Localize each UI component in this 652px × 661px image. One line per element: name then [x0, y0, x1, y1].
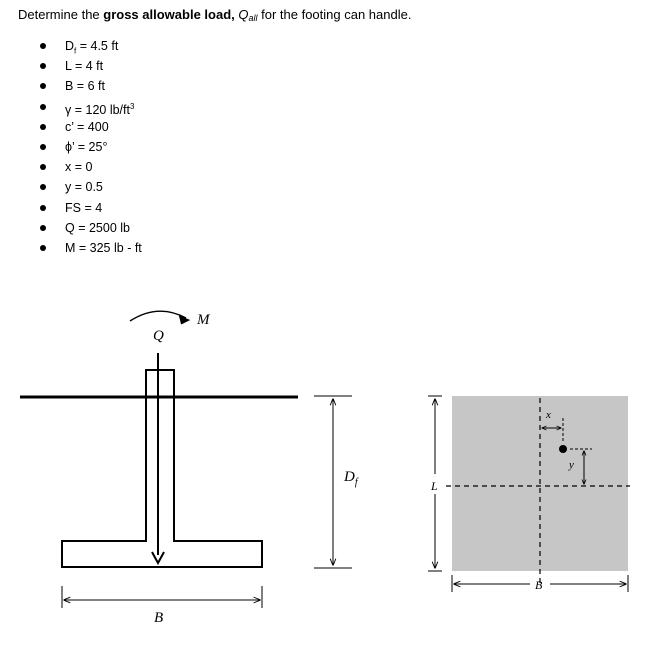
param-text: x = 0 — [65, 160, 93, 175]
param-text: Q = 2500 lb — [65, 220, 130, 235]
plan-y-label: y — [569, 459, 574, 471]
load-label: Q — [153, 328, 164, 344]
question-prefix: Determine the — [18, 7, 104, 22]
moment-arrow-icon — [130, 311, 186, 321]
footing-outline — [62, 370, 262, 567]
param-subscript: f — [74, 46, 77, 56]
q-subscript: all — [248, 13, 258, 23]
param-text: D — [65, 39, 75, 53]
param-text: B = 6 ft — [65, 79, 105, 94]
question-suffix: for the footing can handle. — [257, 7, 412, 22]
param-text: M = 325 lb - ft — [65, 240, 142, 255]
moment-label: M — [197, 312, 210, 328]
plan-length-label: L — [431, 479, 438, 493]
param-text: L = 4 ft — [65, 59, 104, 74]
depth-label: $D_f$ — [344, 469, 358, 488]
question-bold: gross allowable load, — [103, 7, 239, 22]
plan-width-label: B — [535, 578, 543, 592]
width-label: B — [154, 610, 164, 626]
param-superscript: 3 — [129, 101, 135, 111]
param-text: FS = 4 — [65, 200, 103, 215]
param-text: ϕ’ = 25° — [65, 139, 108, 154]
param-text: c’ = 400 — [65, 119, 109, 134]
load-point-icon — [559, 445, 567, 453]
param-value: = 4.5 ft — [76, 39, 119, 53]
param-text: y = 0.5 — [65, 180, 103, 195]
param-text: γ = 120 lb/ft — [65, 102, 130, 117]
q-symbol: Q — [238, 7, 249, 22]
plan-x-label: x — [546, 409, 551, 421]
